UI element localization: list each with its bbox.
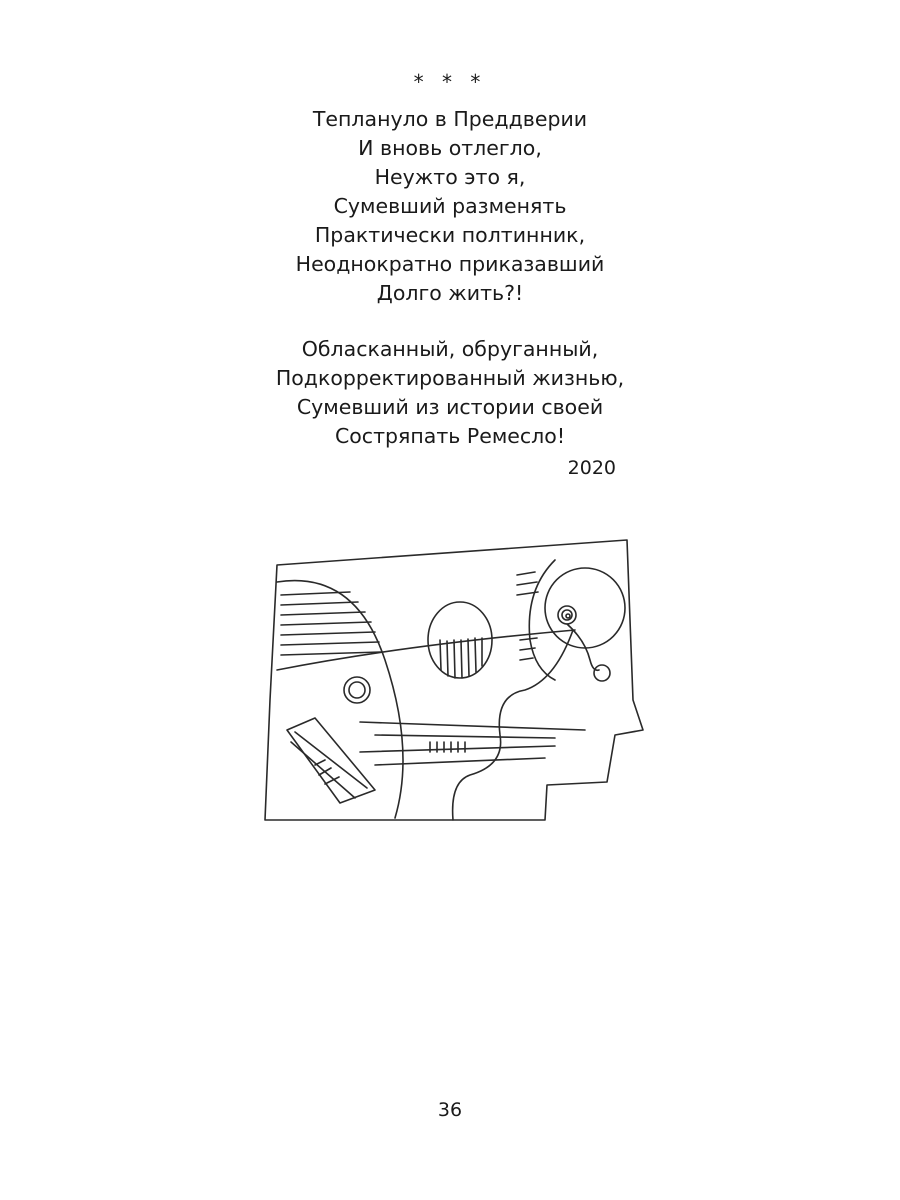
poem-line: Долго жить?! (376, 281, 524, 305)
poem-line: Состряпать Ремесло! (334, 424, 566, 448)
sketch-right-circle (545, 568, 625, 648)
poem-line: Подкорректированный жизнью, (275, 366, 625, 390)
sketch-wavy-line (453, 630, 573, 820)
poem-stanza-2 (0, 335, 900, 451)
poem-year: 2020 (567, 457, 616, 479)
pencil-sketch-illustration (255, 520, 655, 840)
poem-line: Практически полтинник, (314, 223, 586, 247)
sketch-circle-hatch (440, 638, 482, 678)
poem-line: И вновь отлегло, (358, 136, 542, 160)
sketch-left-small-circle (344, 677, 370, 703)
poem-line: Тепланyло в Преддверии (312, 107, 588, 131)
poem-line: Сумевший из истории своей (296, 395, 604, 419)
poem-line: Сумевший разменять (333, 194, 567, 218)
sketch-small-circle (594, 665, 610, 681)
sketch-big-arc (277, 581, 403, 818)
poem-line: Обласканный, обруганный, (301, 337, 599, 361)
poem-stanza-1 (0, 105, 900, 308)
poem-line: Неужто это я, (374, 165, 526, 189)
abstract-sketch (255, 520, 655, 840)
page-number: 36 (437, 1099, 463, 1121)
sketch-hatch-lines (281, 592, 381, 655)
section-separator: * * * (413, 70, 487, 94)
poem-line: Неоднократно приказавший (295, 252, 605, 276)
poem (0, 105, 900, 451)
sketch-horizontal-lines (360, 722, 585, 765)
